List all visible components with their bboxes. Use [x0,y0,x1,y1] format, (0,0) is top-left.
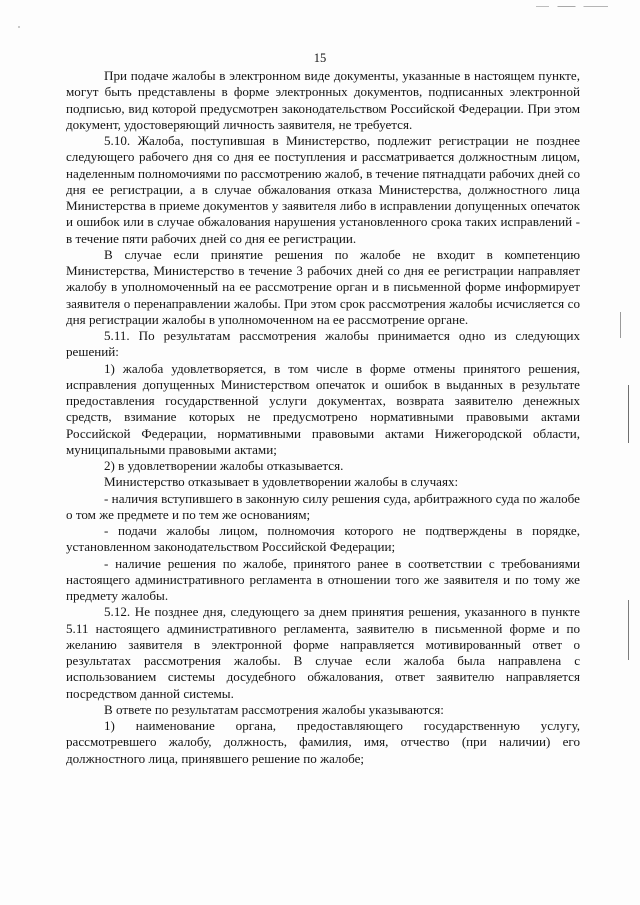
scan-artifact [536,6,608,7]
paragraph: - наличие решения по жалобе, принятого ранее в соответствии с требованиями настоящего административного регламента в отношении того же заявителя и по тому же предмету жалобы. [66,555,580,603]
paragraph: 1) жалоба удовлетворяется, в том числе в форме отмены принятого решения, исправления допущенных Министерством опечаток и ошибок в выданных в результате предоставления государственной услуги документах, возврата заявителю денежных средств, взимание которых не предусмотрено нормативными правовыми актами Российской Федерации, нормативными правовыми актами Нижегородской области, муниципальными правовыми актами; [66,360,580,457]
paragraph: При подаче жалобы в электронном виде документы, указанные в настоящем пункте, могут быть представлены в форме электронных документов, подписанных электронной подписью, вид которой предусмотрен законодательством Российской Федерации. При этом документ, удостоверяющий личность заявителя, не требуется. [66,68,580,132]
paragraph: 1) наименование органа, предоставляющего государственную услугу, рассмотревшего жалобу, должность, фамилия, имя, отчество (при наличии) его должностного лица, принявшего решение по жалобе; [66,718,580,766]
paragraph: В случае если принятие решения по жалобе не входит в компетенцию Министерства, Министерство в течение 3 рабочих дней со дня ее регистрации направляет жалобу в уполномоченный на ее рассмотрение орган и в письменной форме информирует заявителя о перенаправлении жалобы. При этом срок рассмотрения жалобы исчисляется со дня регистрации жалобы в уполномоченном на ее рассмотрение органе. [66,246,580,327]
paragraph: - наличия вступившего в законную силу решения суда, арбитражного суда по жалобе о том же предмете и по тем же основаниям; [66,490,580,522]
scan-artifact [18,26,20,28]
scan-artifact [628,600,629,660]
paragraph: В ответе по результатам рассмотрения жалобы указываются: [104,701,444,717]
paragraph: 2) в удовлетворении жалобы отказывается. [104,458,344,473]
paragraph: 5.12. Не позднее дня, следующего за днем принятия решения, указанного в пункте 5.11 настоящего административного регламента, заявителю в письменной форме и по желанию заявителя в электронной форме направляется мотивированный ответ о результатах рассмотрения жалобы. В случае если жалоба была направлена с использованием системы досудебного обжалования, ответ заявителю направляется посредством данной системы. [66,604,580,701]
paragraph: Министерство отказывает в удовлетворении жалобы в случаях: [104,474,459,490]
scan-artifact [628,385,629,443]
scan-artifact [620,312,621,338]
document-body [66,68,580,767]
page-number: 15 [313,51,327,65]
paragraph: - подачи жалобы лицом, полномочия которого не подтверждены в порядке, установленном законодательством Российской Федерации; [66,523,580,555]
paragraph: 5.10. Жалоба, поступившая в Министерство, подлежит регистрации не позднее следующего рабочего дня со дня ее поступления и рассматривается должностным лицом, наделенным полномочиями по рассмотрению жалоб, в течение пятнадцати рабочих дней со дня ее регистрации, а в случае обжалования отказа Министерства, должностного лица Министерства в приеме документов у заявителя либо в исправлении допущенных опечаток и ошибок или в случае обжалования нарушения установленного срока таких исправлений - в течение пяти рабочих дней со дня ее регистрации. [66,133,580,246]
paragraph: 5.11. По результатам рассмотрения жалобы принимается одно из следующих решений: [66,328,580,360]
